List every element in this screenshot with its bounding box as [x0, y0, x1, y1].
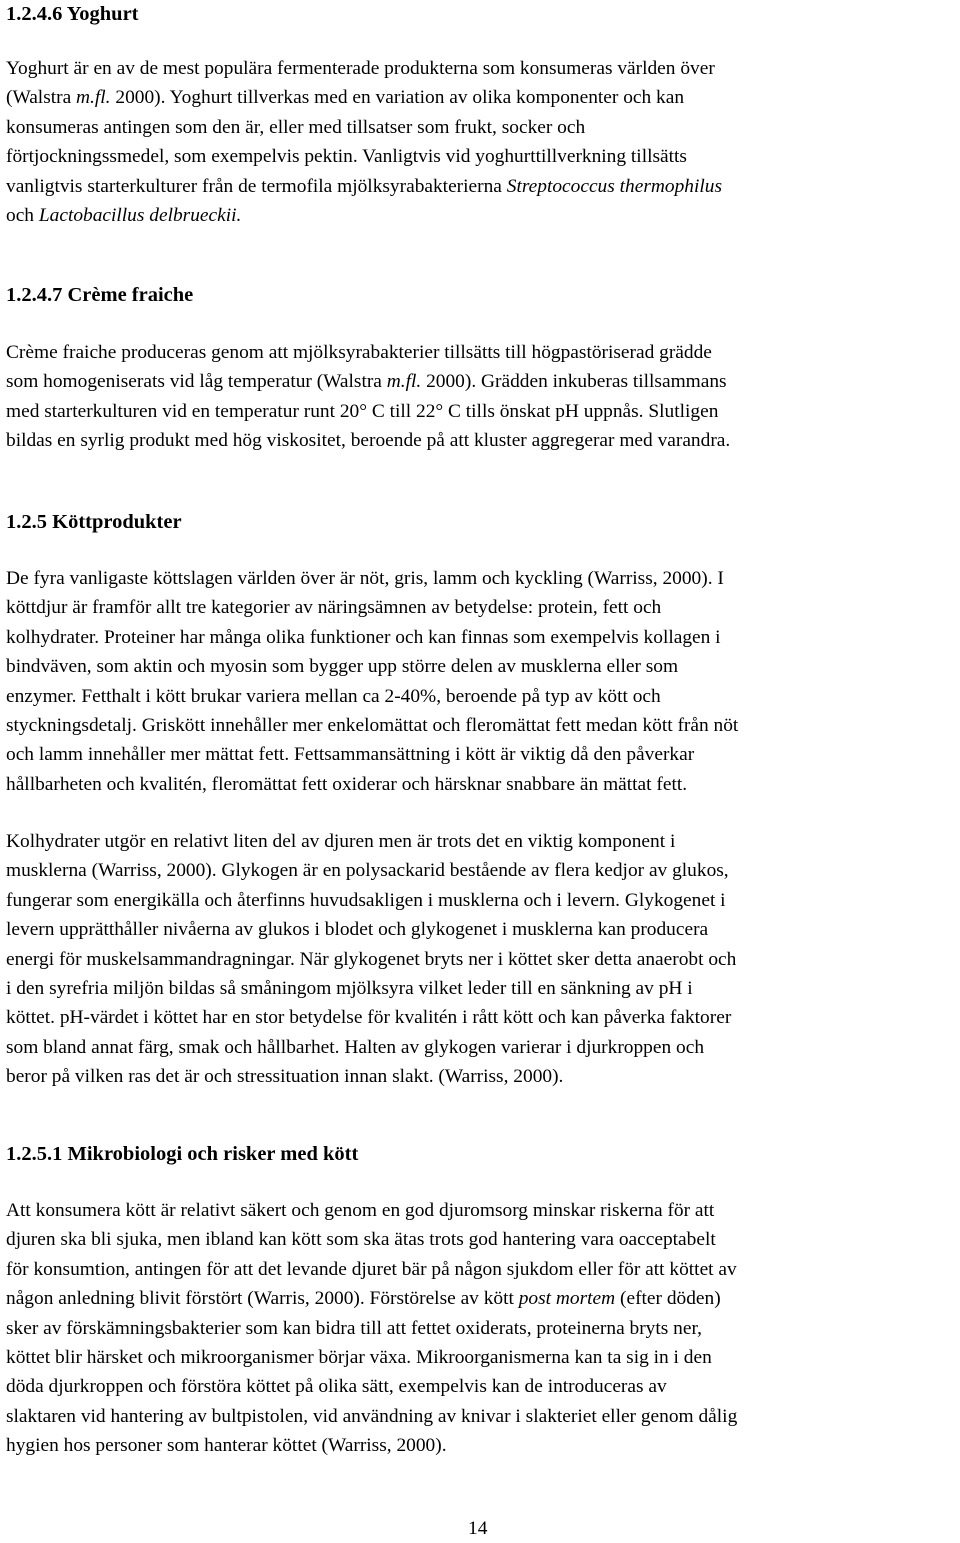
text-line: enzymer. Fetthalt i kött brukar variera mellan ca 2-40%, beroende på typ av kött och — [6, 685, 661, 707]
section-heading-creme-fraiche: 1.2.4.7 Crème fraiche — [6, 284, 194, 306]
text-line: och Lactobacillus delbrueckii. — [6, 205, 242, 227]
text-line: kolhydrater. Proteiner har många olika funktioner och kan finnas som exempelvis kollagen i — [6, 626, 721, 648]
paragraph-kottprodukter-1 — [6, 564, 958, 799]
text-line: bindväven, som aktin och myosin som bygger upp större delen av musklerna eller som — [6, 656, 679, 678]
text-line: bildas en syrlig produkt med hög viskositet, beroende på att kluster aggregerar med varandra. — [6, 430, 731, 452]
italic-term: m.fl. — [76, 87, 111, 109]
section-heading-mikrobiologi: 1.2.5.1 Mikrobiologi och risker med kött — [6, 1143, 359, 1165]
text-line: Yoghurt är en av de mest populära fermenterade produkterna som konsumeras världen över — [6, 58, 715, 79]
text-line: Att konsumera kött är relativt säkert och genom en god djuromsorg minskar riskerna för att — [6, 1200, 715, 1221]
text-line: Kolhydrater utgör en relativt liten del av djuren men är trots det en viktig komponent i — [6, 831, 676, 852]
text-line: konsumeras antingen som den är, eller med tillsatser som frukt, socker och — [6, 116, 586, 138]
text-line: hållbarheten och kvalitén, fleromättat fett oxiderar och härsknar snabbare än mättat fett. — [6, 773, 688, 795]
text-line: någon anledning blivit förstört (Warris, 2000). Förstörelse av kött post mortem (efter döden) — [6, 1288, 721, 1310]
paragraph-creme-fraiche — [6, 338, 958, 456]
text-line: vanligtvis starterkulturer från de termofila mjölksyrabakterierna Streptococcus thermophilus — [6, 175, 722, 197]
text-line: De fyra vanligaste köttslagen världen över är nöt, gris, lamm och kyckling (Warriss, 2000). I — [6, 568, 724, 589]
italic-term: m.fl. — [386, 371, 422, 393]
text-line: som bland annat färg, smak och hållbarhet. Halten av glykogen varierar i djurkroppen och — [6, 1036, 705, 1058]
text-line: förtjockningssmedel, som exempelvis pektin. Vanligtvis vid yoghurttillverkning tillsätts — [6, 146, 687, 168]
paragraph-kottprodukter-2 — [6, 827, 958, 1092]
text-line: i den syrefria miljön bildas så småningom mjölksyra vilket leder till en sänkning av pH i — [6, 978, 693, 1000]
italic-term: post mortem — [518, 1288, 616, 1310]
text-line: döda djurkroppen och förstöra köttet på olika sätt, exempelvis kan de introduceras av — [6, 1376, 667, 1398]
text-line: som homogeniserats vid låg temperatur (Walstra m.fl. 2000). Grädden inkuberas tillsammans — [6, 371, 727, 393]
text-line: för konsumtion, antingen för att det levande djuret bär på någon sjukdom eller för att köttet av — [6, 1258, 737, 1280]
section-heading-kottprodukter: 1.2.5 Köttprodukter — [6, 511, 182, 533]
italic-term: Streptococcus thermophilus — [506, 175, 722, 197]
text-line: fungerar som energikälla och återfinns huvudsakligen i musklerna och i levern. Glykogenet i — [6, 889, 726, 911]
text-line: köttet blir härsket och mikroorganismer börjar växa. Mikroorganismerna kan ta sig in i den — [6, 1347, 712, 1369]
text-line: köttet. pH-värdet i köttet har en stor betydelse för kvalitén i rått kött och kan påverka faktorer — [6, 1007, 732, 1029]
text-line: levern upprätthåller nivåerna av glukos i blodet och glykogenet i musklerna kan producera — [6, 919, 709, 941]
text-line: beror på vilken ras det är och stressituation innan slakt. (Warriss, 2000). — [6, 1066, 564, 1088]
text-line: musklerna (Warriss, 2000). Glykogen är en polysackarid bestående av flera kedjor av glukos, — [6, 860, 729, 882]
text-line: energi för muskelsammandragningar. När glykogenet bryts ner i köttet sker detta anaerobt och — [6, 948, 737, 970]
text-line: med starterkulturen vid en temperatur runt 20° C till 22° C tills önskat pH uppnås. Slutligen — [6, 400, 719, 422]
text-line: (Walstra m.fl. 2000). Yoghurt tillverkas med en variation av olika komponenter och kan — [6, 87, 685, 109]
text-line: sker av förskämningsbakterier som kan bidra till att fettet oxiderats, proteinerna bryts ner, — [6, 1317, 702, 1339]
text-line: styckningsdetalj. Griskött innehåller mer enkelomättat och fleromättat fett medan kött från nöt — [6, 715, 739, 737]
paragraph-mikrobiologi — [6, 1196, 958, 1461]
text-line: hygien hos personer som hanterar köttet (Warriss, 2000). — [6, 1435, 447, 1457]
section-heading-yoghurt: 1.2.4.6 Yoghurt — [6, 3, 139, 25]
paragraph-yoghurt — [6, 54, 958, 230]
page-number: 14 — [468, 1518, 488, 1539]
text-line: slaktaren vid hantering av bultpistolen, vid användning av knivar i slakteriet eller genom dålig — [6, 1405, 738, 1427]
italic-term: Lactobacillus delbrueckii. — [38, 205, 242, 227]
text-line: köttdjur är framför allt tre kategorier av näringsämnen av betydelse: protein, fett och — [6, 597, 662, 619]
text-line: Crème fraiche produceras genom att mjölksyrabakterier tillsätts till högpastöriserad grädde — [6, 342, 712, 363]
text-line: och lamm innehåller mer mättat fett. Fettsammansättning i kött är viktig då den påverkar — [6, 744, 695, 766]
text-line: djuren ska bli sjuka, men ibland kan kött som ska ätas trots god hantering vara oacceptabelt — [6, 1229, 716, 1251]
